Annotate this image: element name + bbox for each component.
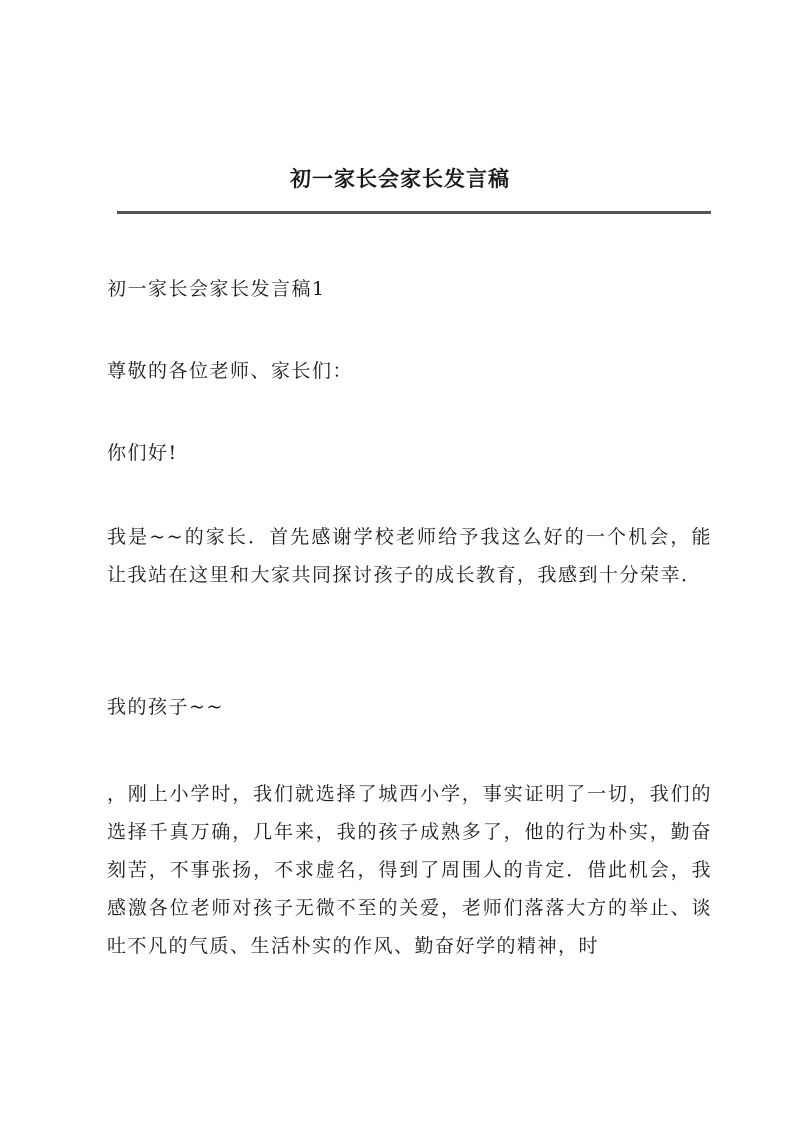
salutation-paragraph: 尊敬的各位老师、家长们： xyxy=(107,360,354,382)
intro-paragraph: 我是~~的家长．首先感谢学校老师给予我这么好的一个机会，能让我站在这里和大家共同探讨孩子的成长教育，我感到十分荣幸． xyxy=(107,526,712,586)
section-heading: 初一家长会家长发言稿1 xyxy=(107,278,326,300)
document-title: 初一家长会家长发言稿 xyxy=(290,166,510,191)
school-choice-paragraph: ，刚上小学时，我们就选择了城西小学，事实证明了一切，我们的选择千真万确，几年来，我的孩子成熟多了，他的行为朴实，勤奋刻苦，不事张扬，不求虚名，得到了周围人的肯定．借此机会，我感激各位老师对孩子无微不至的关爱，老师们落落大方的举止、谈吐不凡的气质、生活朴实的作风、勤奋好学的精神，时 xyxy=(107,783,712,957)
title-divider xyxy=(117,211,711,214)
greeting-paragraph: 你们好! xyxy=(107,442,178,464)
child-intro-paragraph: 我的孩子~~ xyxy=(107,696,224,718)
